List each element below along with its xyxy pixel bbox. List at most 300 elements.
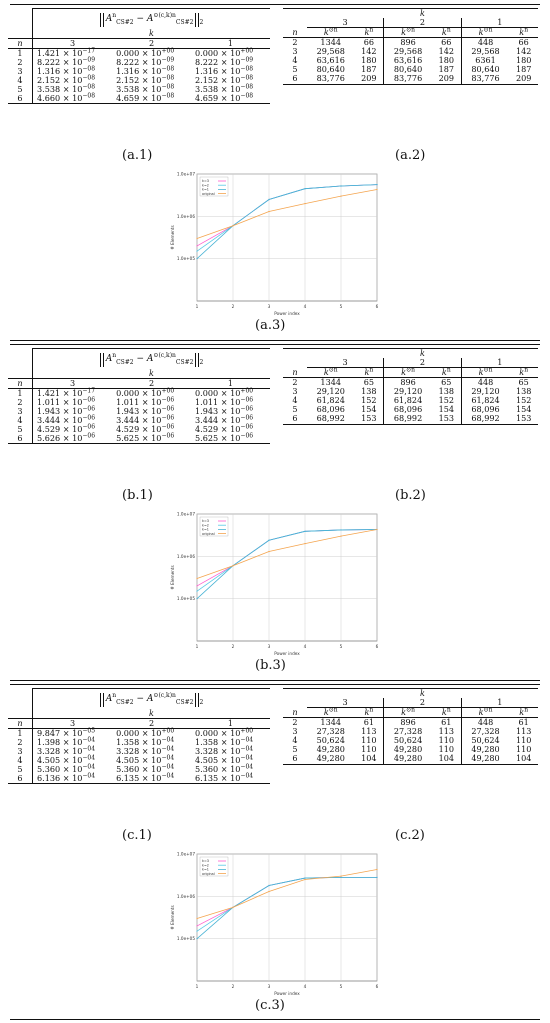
table-cell: $0.000 \times 10^{+00}$	[116, 386, 175, 398]
table-cell: $1.358 \times 10^{-04}$	[195, 736, 254, 747]
table-cell: 49,280	[461, 754, 509, 764]
k-col-header: 3	[307, 698, 384, 708]
table-row: 2 $1.011 \times 10^{-06}$ $1.011 \times 10^{-06}$ $1.011 \times 10^{-06}$	[8, 398, 270, 407]
data-point	[340, 196, 341, 197]
y-tick-label: 1.0e+07	[176, 851, 195, 857]
table-cell: 61,824	[316, 395, 345, 406]
table-cell: 187	[432, 65, 461, 74]
table-cell: $1.358 \times 10^{-04}$	[116, 736, 175, 747]
data-point	[304, 543, 305, 544]
legend-label: k=2	[202, 183, 209, 188]
table-cell: 68,096	[316, 404, 345, 415]
table-cell: 65	[354, 378, 383, 388]
table-cell: 209	[432, 74, 461, 84]
table-cell: 68,992	[307, 414, 354, 424]
element-count-table: k 3 2 1 n $k^{⊙n}$ $k^n$ $k^{⊙n}$ $k^n$ $k^{⊙n}$ $k^n$ 2 1344 61 896 61 448 61 3 27,328 113 27,328 113 27,328 113 4 50,624 110 50,624 110 50,624 110 5 49,280 110 49,280 110 49,280 110 6 49,280 104 49,280 104 49,280 104	[283, 688, 538, 765]
n-label: n	[17, 37, 23, 48]
chart-svg	[160, 508, 390, 658]
table-row: 1 $1.421 \times 10^{-17}$ $0.000 \times 10^{+00}$ $0.000 \times 10^{+00}$	[8, 48, 270, 58]
table-cell: $2.152 \times 10^{-08}$	[195, 74, 254, 85]
table-row: 4 50,624 110 50,624 110 50,624 110	[283, 736, 538, 745]
table-cell: 180	[515, 55, 532, 66]
table-cell: 142	[354, 47, 383, 56]
table-cell: $4.659 \times 10^{-08}$	[191, 94, 270, 104]
table-cell: $6.135 \times 10^{-04}$	[112, 774, 191, 784]
data-point	[196, 585, 197, 586]
table-cell: $1.316 \times 10^{-08}$	[116, 65, 175, 76]
table-cell: $8.222 \times 10^{-09}$	[33, 58, 113, 67]
table-cell: $3.444 \times 10^{-06}$	[33, 416, 113, 425]
table-cell: 61	[432, 718, 461, 728]
legend-label: original	[202, 531, 215, 536]
table-cell: $1.421 \times 10^{-17}$	[33, 48, 113, 58]
table-cell: $0.000 \times 10^{+00}$	[195, 46, 254, 58]
n-label: n	[292, 366, 298, 377]
data-point	[376, 869, 377, 870]
x-tick-label: 6	[375, 304, 379, 309]
table-cell: $5.625 \times 10^{-06}$	[112, 434, 191, 444]
table-cell: 152	[515, 395, 532, 406]
x-tick-label: 1	[195, 984, 199, 989]
y-tick-label: 1.0e+07	[176, 171, 195, 177]
table-row: 4 $3.444 \times 10^{-06}$ $3.444 \times 10^{-06}$ $3.444 \times 10^{-06}$	[8, 416, 270, 425]
legend-label: k=1	[202, 867, 209, 872]
table-cell: 142	[432, 47, 461, 56]
table-cell: 154	[354, 405, 383, 414]
k-col-header: 1	[461, 18, 538, 28]
data-point	[304, 531, 305, 532]
series-line	[197, 877, 377, 926]
table-cell: 68,992	[384, 414, 432, 424]
table-row: 4 $4.505 \times 10^{-04}$ $4.505 \times 10^{-04}$ $4.505 \times 10^{-04}$	[8, 756, 270, 765]
caption: (c.2)	[395, 828, 425, 843]
legend-label: original	[202, 191, 215, 196]
table-cell: 1344	[320, 37, 342, 48]
x-tick-label: 2	[231, 644, 235, 649]
table-row: 4 63,616 180 63,616 180 6361 180	[283, 56, 538, 65]
data-point	[196, 918, 197, 919]
table-cell: 180	[432, 56, 461, 65]
table-cell: 448	[477, 37, 494, 48]
table-cell: $3.328 \times 10^{-04}$	[33, 747, 113, 756]
table-cell: 104	[432, 754, 461, 764]
table-cell: 138	[354, 387, 383, 396]
table-cell: 61,824	[393, 395, 423, 406]
k-col-header: 3	[33, 718, 113, 728]
table-row: 1 $9.847 \times 10^{-05}$ $0.000 \times 10^{+00}$ $0.000 \times 10^{+00}$	[8, 728, 270, 738]
k-label: k	[420, 8, 425, 18]
n-label: n	[292, 706, 298, 717]
table-row: 4 $2.152 \times 10^{-08}$ $2.152 \times 10^{-08}$ $2.152 \times 10^{-08}$	[8, 76, 270, 85]
table-cell: 153	[509, 414, 538, 424]
table-cell: 29,568	[316, 46, 345, 57]
table-cell: 27,328	[471, 726, 500, 737]
data-point	[196, 591, 197, 592]
line-chart	[160, 848, 390, 998]
y-axis-label: # Elements	[170, 905, 175, 930]
table-cell: $1.316 \times 10^{-08}$	[33, 67, 113, 76]
table-cell: 154	[515, 404, 532, 415]
x-axis-label: Power index	[274, 651, 300, 656]
data-point	[304, 188, 305, 189]
table-cell: 1344	[320, 717, 342, 728]
caption: (a.3)	[255, 318, 286, 333]
table-cell: $5.360 \times 10^{-04}$	[33, 765, 113, 774]
figure-bottom-rule	[10, 1019, 540, 1020]
table-cell: $1.943 \times 10^{-06}$	[116, 405, 175, 416]
table-cell: $3.538 \times 10^{-08}$	[116, 83, 175, 94]
y-tick-label: 1.0e+07	[176, 511, 195, 517]
table-cell: 80,640	[316, 64, 345, 75]
table-cell: $2.152 \times 10^{-08}$	[116, 74, 175, 85]
table-cell: 113	[515, 726, 532, 737]
panel-separator-rule	[10, 344, 540, 345]
k-col-header: 2	[384, 358, 461, 368]
table-cell: 80,640	[471, 64, 500, 75]
y-tick-label: 1.0e+05	[176, 256, 195, 262]
caption: (c.1)	[122, 828, 152, 843]
table-cell: $3.444 \times 10^{-06}$	[195, 414, 254, 425]
table-cell: 110	[515, 744, 532, 755]
x-tick-label: 2	[231, 984, 235, 989]
legend-label: k=3	[202, 179, 209, 184]
table-row: 3 29,568 142 29,568 142 29,568 142	[283, 47, 538, 56]
table-row: 5 $5.360 \times 10^{-04}$ $5.360 \times 10^{-04}$ $5.360 \times 10^{-04}$	[8, 765, 270, 774]
k-col-header: 1	[461, 698, 538, 708]
k-col-header: 2	[112, 38, 191, 48]
table-row: 3 29,120 138 29,120 138 29,120 138	[283, 387, 538, 396]
table-cell: 104	[509, 754, 538, 764]
data-point	[376, 529, 377, 530]
figure-panel	[0, 348, 550, 678]
table-row: 5 80,640 187 80,640 187 80,640 187	[283, 65, 538, 74]
data-point	[196, 598, 197, 599]
k-col-header: 3	[307, 358, 384, 368]
table-cell: $5.625 \times 10^{-06}$	[191, 434, 270, 444]
table-cell: 29,568	[471, 46, 500, 57]
x-tick-label: 5	[339, 644, 343, 649]
table-cell: 49,280	[471, 744, 500, 755]
table-cell: 49,280	[384, 754, 432, 764]
table-cell: $4.505 \times 10^{-04}$	[33, 756, 113, 765]
table-cell: 152	[432, 396, 461, 405]
k-col-header: 2	[384, 698, 461, 708]
table-cell: 50,624	[316, 735, 345, 746]
k-label: k	[420, 688, 425, 698]
data-point	[304, 203, 305, 204]
table-cell: $1.011 \times 10^{-06}$	[33, 398, 113, 407]
table-cell: 49,280	[393, 744, 423, 755]
table-cell: 896	[400, 377, 416, 388]
table-cell: $3.444 \times 10^{-06}$	[116, 414, 175, 425]
table-row: 4 61,824 152 61,824 152 61,824 152	[283, 396, 538, 405]
table-row: 2 1344 61 896 61 448 61	[283, 718, 538, 728]
x-tick-label: 3	[267, 984, 271, 989]
data-point	[196, 245, 197, 246]
table-cell: 142	[515, 46, 532, 57]
caption: (b.3)	[255, 658, 286, 673]
data-point	[196, 251, 197, 252]
x-tick-label: 4	[303, 644, 307, 649]
table-cell: $8.222 \times 10^{-09}$	[116, 56, 175, 67]
table-cell: 83,776	[384, 74, 432, 84]
k-col-header: 1	[461, 358, 538, 368]
table-cell: 63,616	[393, 55, 423, 66]
x-tick-label: 1	[195, 304, 199, 309]
table-cell: $5.626 \times 10^{-06}$	[33, 434, 113, 444]
data-point	[268, 540, 269, 541]
table-cell: $4.529 \times 10^{-06}$	[116, 423, 175, 434]
table-cell: $1.398 \times 10^{-04}$	[33, 738, 113, 747]
legend-label: k=1	[202, 527, 209, 532]
table-cell: $6.135 \times 10^{-04}$	[191, 774, 270, 784]
legend-label: k=2	[202, 863, 209, 868]
series-line	[197, 877, 377, 938]
table-cell: $6.136 \times 10^{-04}$	[33, 774, 113, 784]
table-cell: $1.421 \times 10^{-17}$	[33, 388, 113, 398]
legend-label: k=3	[202, 519, 209, 524]
data-point	[196, 938, 197, 939]
data-point	[268, 199, 269, 200]
error-norm-table	[8, 348, 270, 444]
table-cell: 138	[515, 386, 532, 397]
table-cell: $2.152 \times 10^{-08}$	[33, 76, 113, 85]
table-cell: 63,616	[316, 55, 345, 66]
table-cell: 209	[509, 74, 538, 84]
y-tick-label: 1.0e+05	[176, 936, 195, 942]
norm-header: $A^n_{CS\#2} - A^{⊙(c,k)n}_{CS\#2}$ $_2$	[33, 689, 271, 709]
table-cell: $0.000 \times 10^{+00}$	[116, 46, 175, 58]
table-row: 5 $4.529 \times 10^{-06}$ $4.529 \times 10^{-06}$ $4.529 \times 10^{-06}$	[8, 425, 270, 434]
table-cell: 65	[432, 378, 461, 388]
k-col-header: 3	[307, 18, 384, 28]
x-tick-label: 5	[339, 304, 343, 309]
element-count-table: k 3 2 1 n $k^{⊙n}$ $k^n$ $k^{⊙n}$ $k^n$ $k^{⊙n}$ $k^n$ 2 1344 66 896 66 448 66 3 29,568 142 29,568 142 29,568 142 4 63,616 180 63,616 180 6361 180 5 80,640 187 80,640 187 80,640 187 6 83,776 209 83,776 209 83,776 209	[283, 8, 538, 85]
table-cell: $8.222 \times 10^{-09}$	[195, 56, 254, 67]
table-cell: $1.011 \times 10^{-06}$	[116, 396, 175, 407]
figure-panel	[0, 8, 550, 338]
table-cell: 49,280	[316, 744, 345, 755]
table-row: 5 49,280 110 49,280 110 49,280 110	[283, 745, 538, 754]
table-row: 2 1344 65 896 65 448 65	[283, 378, 538, 388]
table-cell: 896	[400, 717, 416, 728]
x-tick-label: 3	[267, 304, 271, 309]
table-cell: 448	[477, 717, 494, 728]
table-cell: $4.505 \times 10^{-04}$	[195, 754, 254, 765]
data-point	[268, 551, 269, 552]
table-cell: 66	[432, 38, 461, 48]
y-axis-label: # Elements	[170, 225, 175, 250]
table-cell: 113	[432, 727, 461, 736]
table-row: 6 $6.136 \times 10^{-04}$ $6.135 \times 10^{-04}$ $6.135 \times 10^{-04}$	[8, 774, 270, 784]
table-cell: 29,120	[316, 386, 345, 397]
table-cell: 66	[518, 37, 529, 48]
table-cell: 180	[354, 56, 383, 65]
table-cell: 29,568	[393, 46, 423, 57]
table-row: 3 $3.328 \times 10^{-04}$ $3.328 \times 10^{-04}$ $3.328 \times 10^{-04}$	[8, 747, 270, 756]
table-row: 3 $1.316 \times 10^{-08}$ $1.316 \times 10^{-08}$ $1.316 \times 10^{-08}$	[8, 67, 270, 76]
y-tick-label: 1.0e+06	[176, 213, 195, 219]
k-col-header: 1	[191, 718, 270, 728]
data-point	[268, 885, 269, 886]
table-cell: $0.000 \times 10^{+00}$	[195, 386, 254, 398]
table-cell: 110	[354, 736, 383, 745]
data-point	[232, 225, 233, 226]
data-point	[196, 925, 197, 926]
table-cell: $4.529 \times 10^{-06}$	[195, 423, 254, 434]
table-cell: $3.328 \times 10^{-04}$	[116, 745, 175, 756]
data-point	[232, 907, 233, 908]
k-label: k	[149, 707, 154, 718]
error-norm-table	[8, 688, 270, 784]
data-point	[232, 565, 233, 566]
k-col-header: 1	[191, 38, 270, 48]
legend	[200, 857, 228, 876]
x-tick-label: 6	[375, 644, 379, 649]
table-cell: $1.316 \times 10^{-08}$	[195, 65, 254, 76]
table-row: 5 $3.538 \times 10^{-08}$ $3.538 \times 10^{-08}$ $3.538 \times 10^{-08}$	[8, 85, 270, 94]
table-cell: 83,776	[307, 74, 354, 84]
table-row: 6 68,992 153 68,992 153 68,992 153	[283, 414, 538, 424]
caption: (b.2)	[395, 488, 426, 503]
norm-header: $A^n_{CS\#2} - A^{⊙(c,k)n}_{CS\#2}$ $_2$	[33, 9, 271, 29]
table-cell: 187	[515, 64, 532, 75]
table-row: 1 $1.421 \times 10^{-17}$ $0.000 \times 10^{+00}$ $0.000 \times 10^{+00}$	[8, 388, 270, 398]
table-cell: $4.529 \times 10^{-06}$	[33, 425, 113, 434]
legend	[200, 177, 228, 196]
table-cell: 50,624	[393, 735, 423, 746]
table-cell: 153	[432, 414, 461, 424]
table-cell: 29,120	[471, 386, 500, 397]
data-point	[340, 185, 341, 186]
table-cell: 110	[354, 745, 383, 754]
chart-svg	[160, 168, 390, 318]
caption: (c.3)	[255, 998, 285, 1013]
table-cell: 29,120	[393, 386, 423, 397]
table-cell: 448	[477, 377, 494, 388]
n-label: n	[292, 26, 298, 37]
data-point	[376, 877, 377, 878]
table-cell: $3.538 \times 10^{-08}$	[33, 85, 113, 94]
data-point	[196, 931, 197, 932]
panel-separator-rule	[10, 680, 540, 681]
k-label: k	[149, 27, 154, 38]
table-row: 6 $4.660 \times 10^{-08}$ $4.659 \times 10^{-08}$ $4.659 \times 10^{-08}$	[8, 94, 270, 104]
table-cell: 209	[354, 74, 383, 84]
data-point	[340, 536, 341, 537]
x-tick-label: 4	[303, 304, 307, 309]
table-cell: $3.538 \times 10^{-08}$	[195, 83, 254, 94]
table-cell: 27,328	[316, 726, 345, 737]
y-axis-label: # Elements	[170, 565, 175, 590]
data-point	[376, 189, 377, 190]
k-col-header: 2	[112, 718, 191, 728]
table-cell: 896	[400, 37, 416, 48]
data-point	[196, 258, 197, 259]
table-cell: 113	[354, 727, 383, 736]
table-row: 3 $1.943 \times 10^{-06}$ $1.943 \times 10^{-06}$ $1.943 \times 10^{-06}$	[8, 407, 270, 416]
table-row: 2 1344 66 896 66 448 66	[283, 38, 538, 48]
table-cell: 104	[354, 754, 383, 764]
data-point	[268, 211, 269, 212]
table-cell: $3.328 \times 10^{-04}$	[195, 745, 254, 756]
n-label: n	[17, 717, 23, 728]
table-row: 5 68,096 154 68,096 154 68,096 154	[283, 405, 538, 414]
table-cell: 138	[432, 387, 461, 396]
table-cell: $1.011 \times 10^{-06}$	[195, 396, 254, 407]
table-cell: $9.847 \times 10^{-05}$	[33, 728, 113, 738]
table-cell: $0.000 \times 10^{+00}$	[116, 726, 175, 738]
line-chart	[160, 508, 390, 658]
x-tick-label: 2	[231, 304, 235, 309]
x-axis-label: Power index	[274, 991, 300, 996]
line-chart	[160, 168, 390, 318]
table-cell: 61	[518, 717, 529, 728]
data-point	[304, 879, 305, 880]
data-point	[340, 529, 341, 530]
data-point	[340, 877, 341, 878]
error-norm-table	[8, 8, 270, 104]
table-cell: 110	[432, 736, 461, 745]
table-cell: 110	[432, 745, 461, 754]
figure-panel	[0, 688, 550, 1018]
table-cell: $5.360 \times 10^{-04}$	[195, 763, 254, 774]
x-tick-label: 3	[267, 644, 271, 649]
y-tick-label: 1.0e+06	[176, 553, 195, 559]
k-label: k	[149, 367, 154, 378]
table-cell: 6361	[475, 55, 496, 66]
y-tick-label: 1.0e+06	[176, 893, 195, 899]
legend-label: k=2	[202, 523, 209, 528]
x-tick-label: 4	[303, 984, 307, 989]
data-point	[340, 876, 341, 877]
table-row: 6 49,280 104 49,280 104 49,280 104	[283, 754, 538, 764]
data-point	[268, 891, 269, 892]
n-label: n	[17, 377, 23, 388]
table-cell: $4.505 \times 10^{-04}$	[116, 754, 175, 765]
panel-separator-rule	[10, 340, 540, 341]
y-tick-label: 1.0e+05	[176, 596, 195, 602]
table-cell: $5.360 \times 10^{-04}$	[116, 763, 175, 774]
k-col-header: 3	[33, 38, 113, 48]
x-tick-label: 6	[375, 984, 379, 989]
data-point	[196, 578, 197, 579]
caption: (b.1)	[122, 488, 153, 503]
table-cell: $1.943 \times 10^{-06}$	[195, 405, 254, 416]
table-cell: $4.660 \times 10^{-08}$	[33, 94, 113, 104]
table-cell: 68,096	[393, 404, 423, 415]
x-tick-label: 1	[195, 644, 199, 649]
legend-label: original	[202, 871, 215, 876]
data-point	[376, 184, 377, 185]
table-cell: 153	[354, 414, 383, 424]
norm-header: $A^n_{CS\#2} - A^{⊙(c,k)n}_{CS\#2}$ $_2$	[33, 349, 271, 369]
table-cell: 68,096	[471, 404, 500, 415]
x-axis-label: Power index	[274, 311, 300, 316]
table-cell: 187	[354, 65, 383, 74]
table-cell: 110	[515, 735, 532, 746]
table-row: 6 $5.626 \times 10^{-06}$ $5.625 \times 10^{-06}$ $5.625 \times 10^{-06}$	[8, 434, 270, 444]
table-cell: 152	[354, 396, 383, 405]
table-cell: 61,824	[471, 395, 500, 406]
k-label: k	[420, 348, 425, 358]
figure-top-rule	[10, 4, 540, 5]
caption: (a.1)	[122, 148, 153, 163]
table-cell: 61	[354, 718, 383, 728]
legend	[200, 517, 228, 536]
panel-separator-rule	[10, 684, 540, 685]
x-tick-label: 5	[339, 984, 343, 989]
